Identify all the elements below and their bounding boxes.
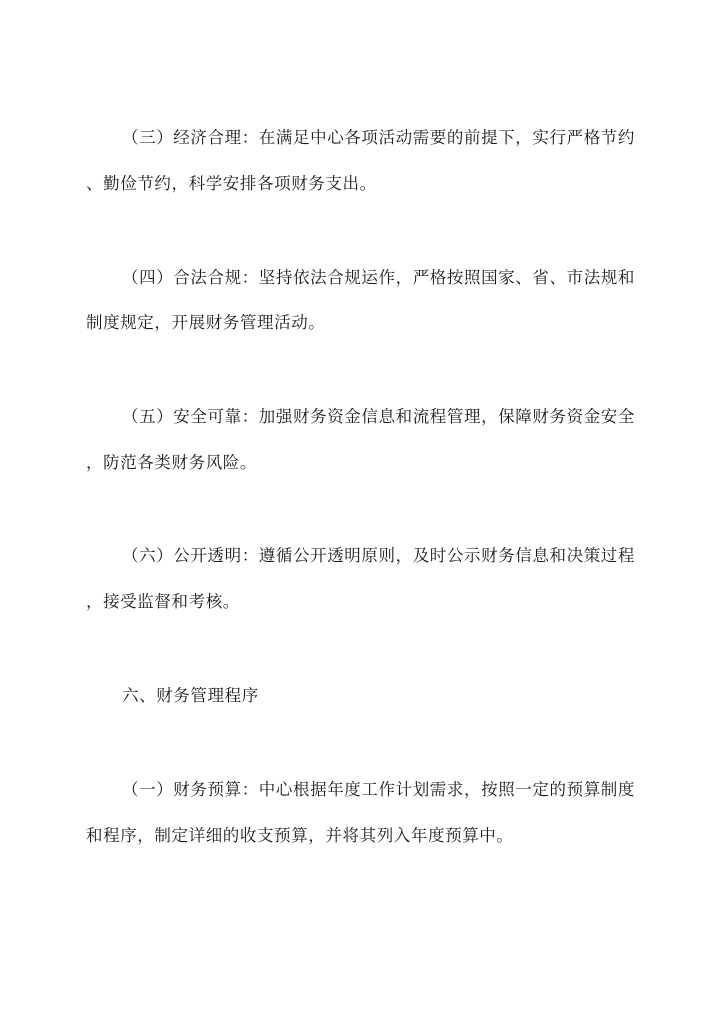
paragraph-legal-line-2: 制度规定，开展财务管理活动。	[86, 313, 326, 332]
paragraph-safety-line-1: （五）安全可靠：加强财务资金信息和流程管理，保障财务资金安全	[122, 407, 635, 426]
paragraph-transparency-line-2: ，接受监督和考核。	[86, 592, 240, 611]
paragraph-economic-line-1: （三）经济合理：在满足中心各项活动需要的前提下，实行严格节约	[122, 128, 635, 147]
paragraph-transparency-line-1: （六）公开透明：遵循公开透明原则，及时公示财务信息和决策过程	[122, 546, 635, 565]
paragraph-economic-line-2: 、勤俭节约，科学安排各项财务支出。	[86, 174, 377, 193]
paragraph-budget-line-2: 和程序，制定详细的收支预算，并将其列入年度预算中。	[86, 826, 514, 845]
paragraph-budget-line-1: （一）财务预算：中心根据年度工作计划需求，按照一定的预算制度	[122, 780, 635, 799]
section-heading: 六、财务管理程序	[122, 686, 259, 705]
paragraph-legal-line-1: （四）合法合规：坚持依法合规运作，严格按照国家、省、市法规和	[122, 268, 635, 287]
paragraph-safety-line-2: ，防范各类财务风险。	[86, 453, 257, 472]
